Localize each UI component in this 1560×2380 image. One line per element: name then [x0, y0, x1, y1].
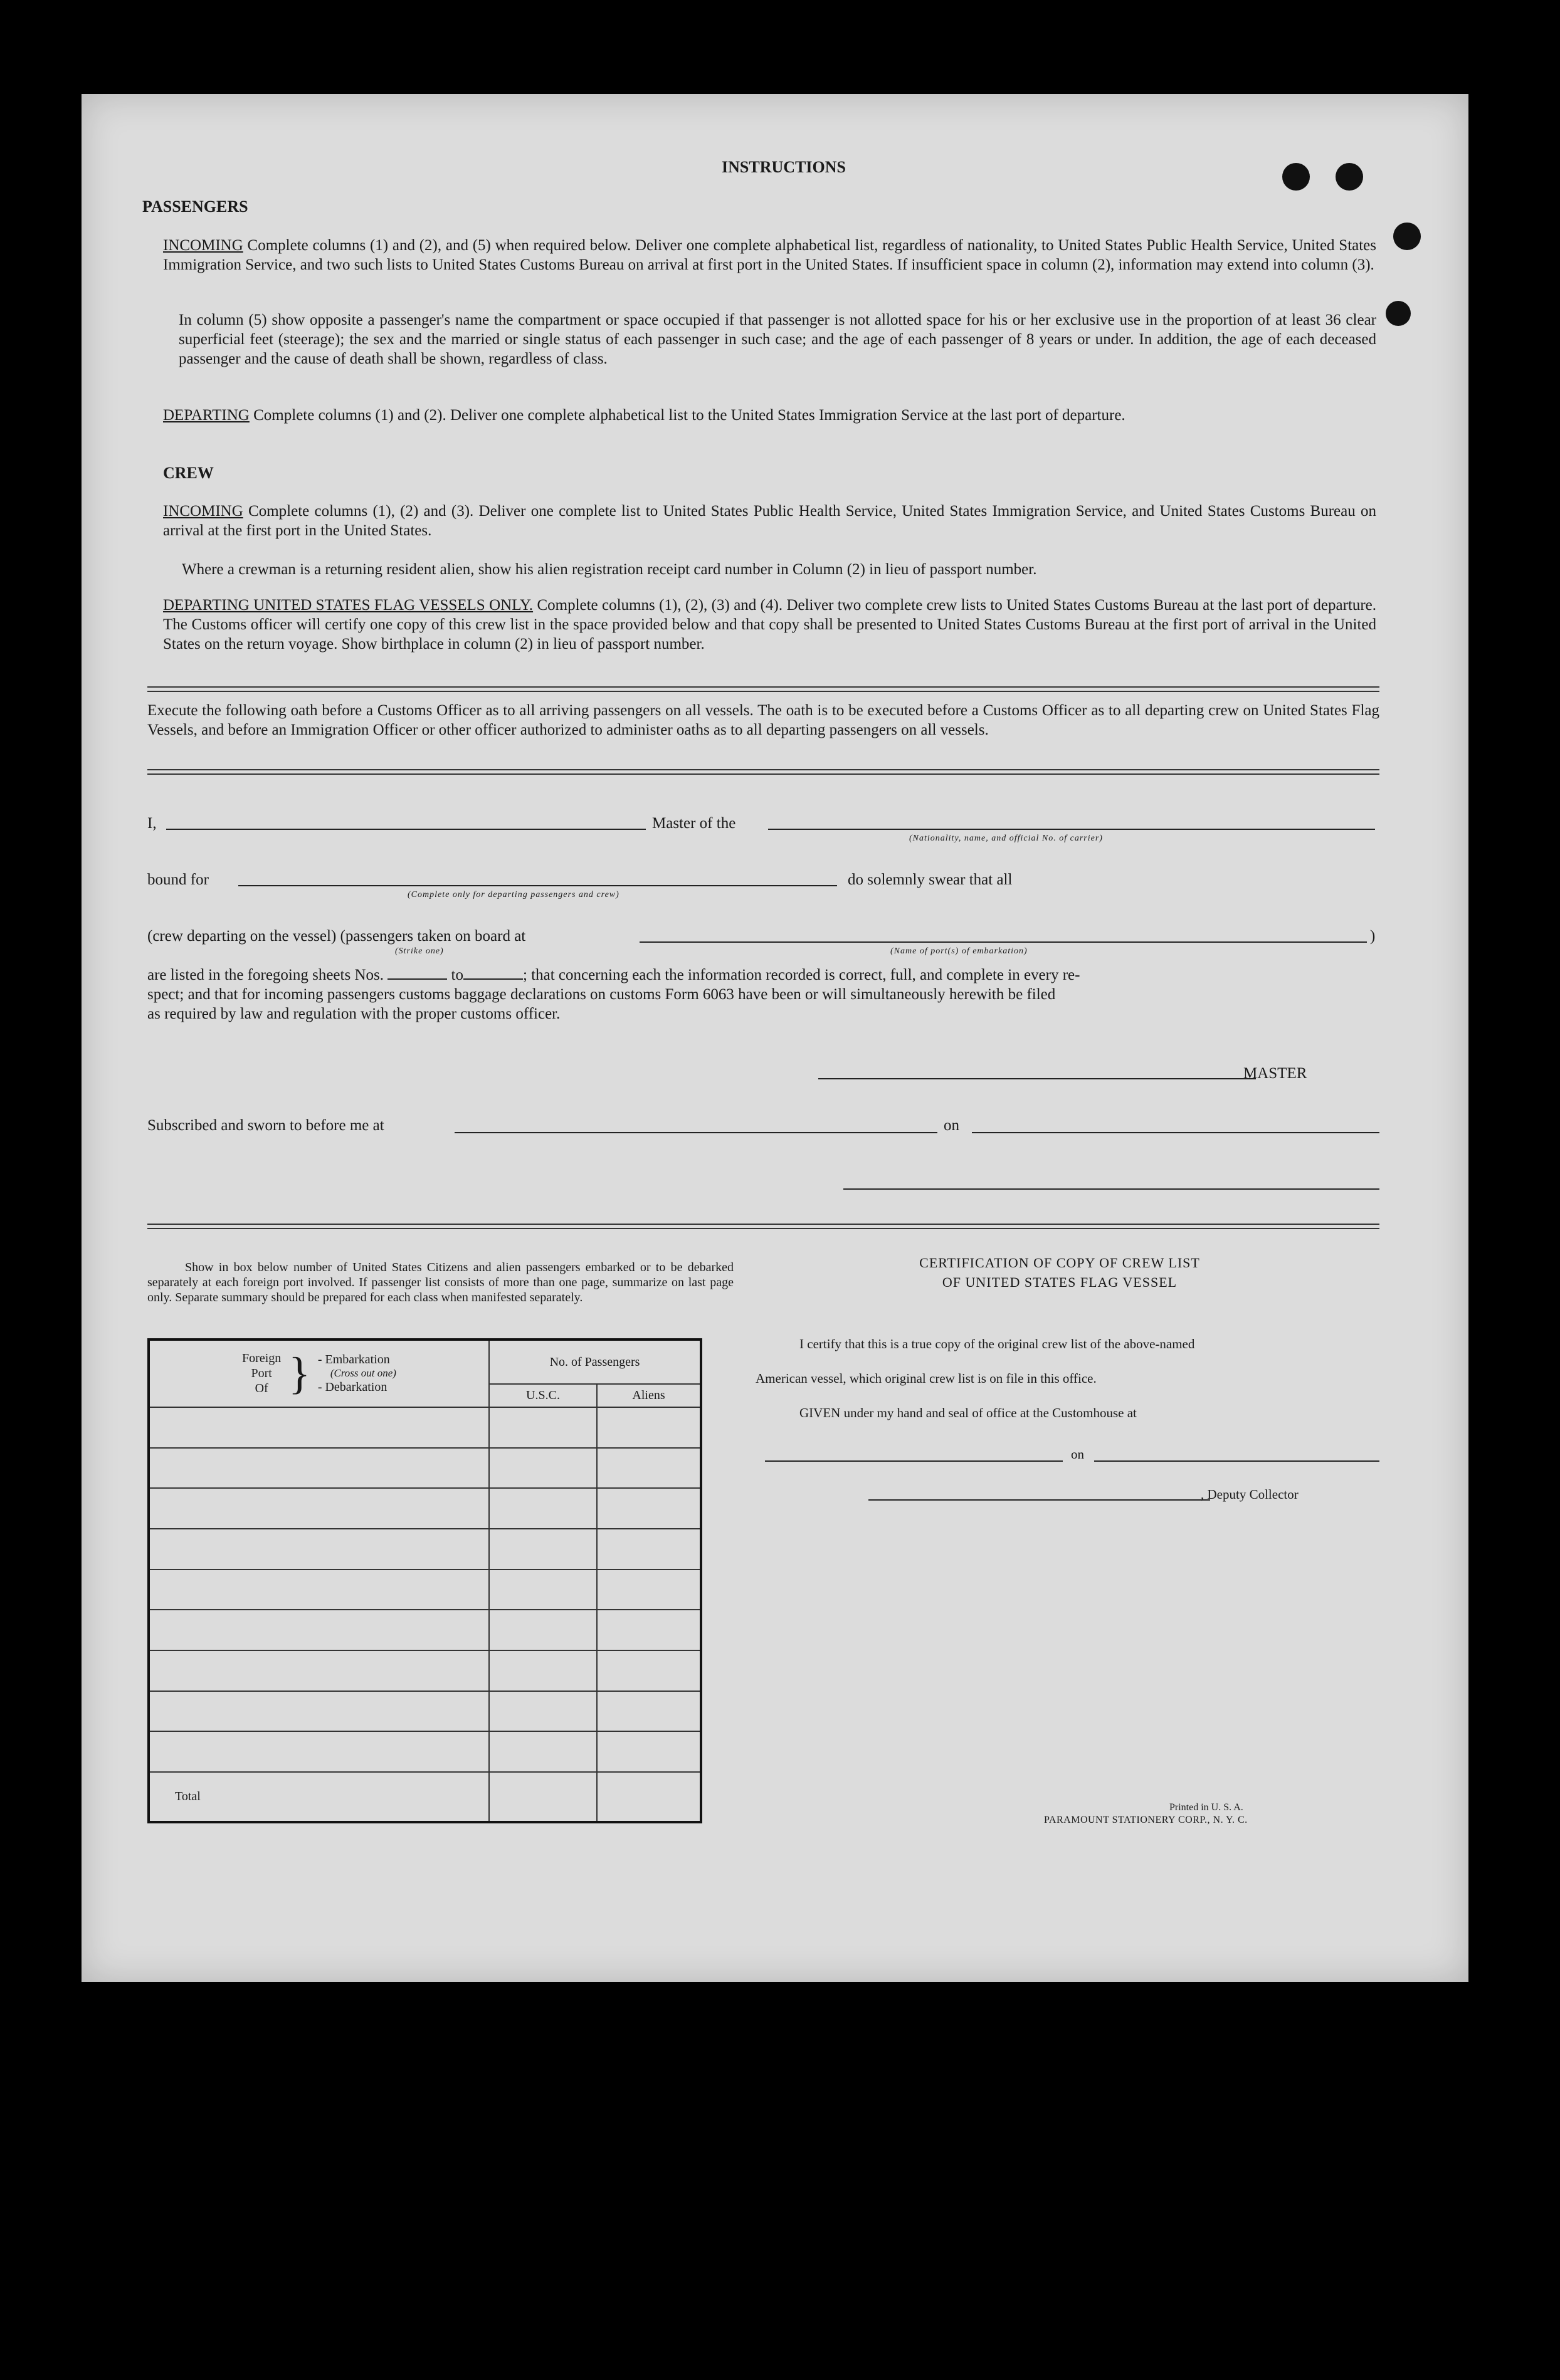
listed-line3: as required by law and regulation with the proper customs officer.	[147, 1005, 561, 1022]
bound-for: bound for	[147, 871, 209, 888]
nationality-note: (Nationality, name, and official No. of carrier)	[909, 834, 1103, 843]
listed-a: are listed in the foregoing sheets Nos.	[147, 967, 384, 983]
sworn-on: on	[944, 1117, 959, 1134]
printer-name: PARAMOUNT STATIONERY CORP., N. Y. C.	[1044, 1815, 1248, 1825]
embarkation-label: - Embarkation	[317, 1353, 390, 1367]
bound-for-field[interactable]	[238, 885, 837, 886]
port-cell[interactable]	[149, 1610, 489, 1650]
deputy-collector: , Deputy Collector	[1201, 1487, 1299, 1502]
aliens-cell[interactable]	[597, 1731, 701, 1772]
crew-departing-text: Complete columns (1), (2), (3) and (4). Deliver two complete crew lists to United States Customs Bureau at the last port of departure. The Customs officer will certify one copy of this crew list in the space provided below and that copy shall be presented to United States Customs Bureau at the first port of arrival in the United States on the return voyage. Show birthplace in column (2) in lieu of passport number.	[163, 597, 1377, 653]
divider	[147, 686, 1379, 692]
aliens-header: Aliens	[597, 1384, 701, 1407]
crew-departing	[163, 595, 1376, 654]
passengers-incoming	[163, 236, 1376, 275]
port-cell[interactable]	[149, 1691, 489, 1732]
usc-cell[interactable]	[489, 1650, 597, 1691]
listed-sheets	[147, 965, 1379, 985]
departing-text: Complete columns (1) and (2). Deliver one complete alphabetical list to the United States Immigration Service at the last port of departure.	[253, 407, 1125, 424]
usc-cell[interactable]	[489, 1691, 597, 1732]
cert-on: on	[1071, 1447, 1084, 1462]
incoming-text: Complete columns (1) and (2), and (5) when required below. Deliver one complete alphabetical list, regardless of nationality, to United States Public Health Service, United States Immigration Service, and two such lists to United States Customs Bureau on arrival at first port in the United States. If insufficient space in column (2), information may extend into column (3).	[163, 237, 1377, 273]
cross-out-note: (Cross out one)	[330, 1367, 396, 1380]
crew-heading: CREW	[163, 464, 214, 482]
incoming-label: INCOMING	[163, 237, 243, 254]
crew-returning: Where a crewman is a returning resident alien, show his alien registration receipt card number in Column (2) in lieu of passport number.	[182, 561, 1037, 578]
master-name-field[interactable]	[166, 829, 646, 830]
master-label: MASTER	[1243, 1065, 1307, 1082]
crew-incoming-label: INCOMING	[163, 503, 243, 520]
certification-title-2: OF UNITED STATES FLAG VESSEL	[942, 1274, 1178, 1290]
port-cell[interactable]	[149, 1488, 489, 1529]
oath-i: I,	[147, 815, 157, 832]
port-cell[interactable]	[149, 1407, 489, 1448]
customhouse-field[interactable]	[765, 1460, 1063, 1462]
certify-line2: American vessel, which original crew list is on file in this office.	[756, 1371, 1097, 1386]
officer-signature-field[interactable]	[843, 1188, 1379, 1190]
certify-line1: I certify that this is a true copy of the original crew list of the above-named	[799, 1336, 1195, 1351]
deputy-signature-field[interactable]	[868, 1499, 1210, 1501]
aliens-cell[interactable]	[597, 1650, 701, 1691]
certify-line3: GIVEN under my hand and seal of office at the Customhouse at	[799, 1405, 1137, 1420]
solemnly-swear: do solemnly swear that all	[848, 871, 1013, 888]
usc-cell[interactable]	[489, 1448, 597, 1489]
aliens-cell[interactable]	[597, 1529, 701, 1570]
strike-one-note: (Strike one)	[395, 946, 444, 956]
brace: }	[288, 1348, 310, 1399]
usc-cell[interactable]	[489, 1731, 597, 1772]
oath-intro: Execute the following oath before a Customs Officer as to all arriving passengers on all vessels. The oath is to be executed before a Customs Officer as to all departing crew on United States Flag Vessels, and before an Immigration Officer or other officer authorized to administer oaths as to all departing passengers on all vessels.	[147, 702, 1379, 738]
crew-incoming-text: Complete columns (1), (2) and (3). Deliver one complete list to United States Public Health Service, United States Immigration Service, and United States Customs Bureau on arrival at the first port in the United States.	[163, 503, 1376, 539]
port-cell[interactable]	[149, 1529, 489, 1570]
port-header	[149, 1339, 489, 1407]
crew-incoming	[163, 501, 1376, 540]
port-field[interactable]	[640, 941, 1367, 943]
page-title: INSTRUCTIONS	[722, 158, 846, 176]
port-cell[interactable]	[149, 1731, 489, 1772]
port-cell[interactable]	[149, 1448, 489, 1489]
form-page	[82, 94, 1468, 1982]
printed-in: Printed in U. S. A.	[1169, 1802, 1243, 1813]
passengers-heading: PASSENGERS	[142, 197, 248, 216]
crew-departing-label: DEPARTING UNITED STATES FLAG VESSELS ONLY.	[163, 597, 534, 614]
summary-instructions: Show in box below number of United States Citizens and alien passengers embarked or to be debarked separately at each foreign port involved. If passenger list consists of more than one page, summarize on last page only. Separate summary should be prepared for each class when manifested separately.	[147, 1261, 734, 1304]
usc-cell[interactable]	[489, 1529, 597, 1570]
usc-cell[interactable]	[489, 1610, 597, 1650]
usc-cell[interactable]	[489, 1407, 597, 1448]
aliens-cell[interactable]	[597, 1570, 701, 1610]
port-cell[interactable]	[149, 1570, 489, 1610]
port-label: Port	[251, 1366, 272, 1381]
total-aliens-cell[interactable]	[597, 1772, 701, 1822]
sworn-date-field[interactable]	[972, 1132, 1379, 1133]
vessel-field[interactable]	[768, 829, 1375, 830]
usc-header: U.S.C.	[489, 1384, 597, 1407]
divider	[147, 769, 1379, 775]
of-label: Of	[255, 1381, 268, 1396]
cert-date-field[interactable]	[1094, 1460, 1379, 1462]
aliens-cell[interactable]	[597, 1610, 701, 1650]
master-signature-field[interactable]	[818, 1078, 1256, 1079]
aliens-cell[interactable]	[597, 1448, 701, 1489]
aliens-cell[interactable]	[597, 1691, 701, 1732]
sworn-place-field[interactable]	[455, 1132, 937, 1133]
usc-cell[interactable]	[489, 1570, 597, 1610]
foreign-label: Foreign	[242, 1351, 282, 1366]
punch-hole	[1336, 163, 1363, 191]
total-usc-cell[interactable]	[489, 1772, 597, 1822]
no-passengers-header: No. of Passengers	[489, 1339, 701, 1384]
passenger-summary-table	[147, 1338, 702, 1823]
listed-to: to	[451, 967, 463, 983]
divider	[147, 1224, 1379, 1229]
port-note: (Name of port(s) of embarkation)	[890, 946, 1028, 956]
sheet-to-field[interactable]	[463, 978, 523, 980]
master-of-the: Master of the	[652, 815, 736, 832]
aliens-cell[interactable]	[597, 1488, 701, 1529]
punch-hole	[1393, 223, 1421, 250]
aliens-cell[interactable]	[597, 1407, 701, 1448]
total-label: Total	[149, 1772, 489, 1822]
subscribed-sworn: Subscribed and sworn to before me at	[147, 1117, 384, 1134]
punch-hole	[1386, 301, 1411, 326]
passengers-column5: In column (5) show opposite a passenger's name the compartment or space occupied if that passenger is not allotted space for his or her exclusive use in the proportion of at least 36 clear superficial feet (steerage); the sex and the married or single status of each passenger in such case; and the age of each passenger of 8 years or under. In addition, the age of each deceased passenger and the cause of death shall be shown, regardless of class.	[179, 312, 1376, 367]
listed-line2: spect; and that for incoming passengers customs baggage declarations on customs Form 6063 have been or will simultaneously herewith be filed	[147, 986, 1056, 1003]
usc-cell[interactable]	[489, 1488, 597, 1529]
passengers-departing	[163, 406, 1376, 425]
certification-title-1: CERTIFICATION OF COPY OF CREW LIST	[919, 1255, 1200, 1271]
port-cell[interactable]	[149, 1650, 489, 1691]
bound-note: (Complete only for departing passengers and crew)	[408, 890, 619, 899]
crew-departing-on-vessel: (crew departing on the vessel) (passengers taken on board at	[147, 928, 526, 945]
departing-label: DEPARTING	[163, 407, 250, 424]
punch-hole	[1282, 163, 1310, 191]
sheet-from-field[interactable]	[387, 978, 447, 980]
close-paren: )	[1370, 928, 1376, 945]
debarkation-label: - Debarkation	[317, 1380, 387, 1395]
listed-b: ; that concerning each the information recorded is correct, full, and complete in every re-	[522, 967, 1080, 983]
